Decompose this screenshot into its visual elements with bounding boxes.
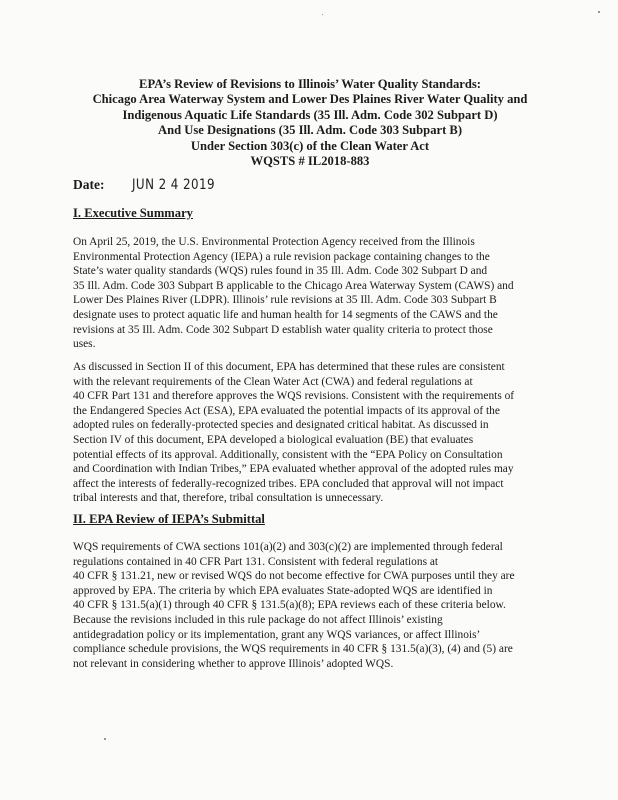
text-line: compliance schedule provisions, the WQS requirements in 40 CFR § 131.5(a)(3), (4) and (5) are xyxy=(73,643,513,656)
text-line: Environmental Protection Agency (IEPA) a rule revision package containing changes to the xyxy=(73,250,490,263)
text-line: and Coordination with Indian Tribes,” EPA evaluated whether approval of the adopted rules may xyxy=(73,463,514,476)
text-line: designate uses to protect aquatic life and human health for 14 segments of the CAWS and the xyxy=(73,308,498,321)
title-line: Chicago Area Waterway System and Lower Des Plaines River Water Quality and xyxy=(92,92,528,107)
title-line: EPA’s Review of Revisions to Illinois’ Water Quality Standards: xyxy=(139,77,481,91)
text-line: uses. xyxy=(73,338,96,351)
paragraph-executive-summary-1 xyxy=(73,235,553,352)
text-line: On April 25, 2019, the U.S. Environmental Protection Agency received from the Illinois xyxy=(73,236,475,248)
text-line: the Endangered Species Act (ESA), EPA evaluated the potential impacts of its approval of the xyxy=(73,404,500,417)
title-line: Under Section 303(c) of the Clean Water Act xyxy=(190,138,430,153)
text-line: As discussed in Section II of this document, EPA has determined that these rules are consistent xyxy=(73,361,505,373)
scan-speck xyxy=(104,738,106,740)
text-line: Because the revisions included in this rule package do not affect Illinois’ existing xyxy=(73,613,443,626)
document-title xyxy=(60,77,560,169)
title-line: And Use Designations (35 Ill. Adm. Code 303 Subpart B) xyxy=(157,123,463,138)
text-line: adopted rules on federally-protected species and designated critical habitat. As discussed in xyxy=(73,419,489,432)
text-line: 40 CFR § 131.5(a)(1) through 40 CFR § 131.5(a)(8); EPA reviews each of these criteria below. xyxy=(73,599,506,612)
section-heading-executive-summary: I. Executive Summary xyxy=(73,206,193,220)
paragraph-executive-summary-2 xyxy=(73,360,553,506)
title-line: WQSTS # IL2018-883 xyxy=(250,154,370,169)
text-line: 35 Ill. Adm. Code 303 Subpart B applicable to the Chicago Area Waterway System (CAWS) and xyxy=(73,279,514,292)
date-row xyxy=(73,176,230,194)
text-line: revisions at 35 Ill. Adm. Code 302 Subpart D establish water quality criteria to protect those xyxy=(73,323,493,336)
text-line: with the relevant requirements of the Clean Water Act (CWA) and federal regulations at xyxy=(73,375,473,388)
paragraph-epa-review-1 xyxy=(73,540,553,671)
text-line: antidegradation policy or its implementation, grant any WQS variances, or affect Illinois’ xyxy=(73,628,481,641)
title-line: Indigenous Aquatic Life Standards (35 Ill. Adm. Code 302 Subpart D) xyxy=(122,107,498,122)
text-line: affect the interests of federally-recognized tribes. EPA concluded that approval will not impact xyxy=(73,477,504,490)
date-label: Date: xyxy=(73,177,105,192)
text-line: regulations contained in 40 CFR Part 131. Consistent with federal regulations at xyxy=(73,555,439,568)
text-line: Section IV of this document, EPA developed a biological evaluation (BE) that evaluates xyxy=(73,433,474,446)
section-heading-epa-review: II. EPA Review of IEPA’s Submittal xyxy=(73,512,265,526)
text-line: WQS requirements of CWA sections 101(a)(2) and 303(c)(2) are implemented through federal xyxy=(73,541,503,553)
text-line: 40 CFR Part 131 and therefore approves the WQS revisions. Consistent with the requirements of xyxy=(73,390,515,403)
text-line: approved by EPA. The criteria by which EPA evaluates State-adopted WQS are identified in xyxy=(73,584,493,597)
text-line: 40 CFR § 131.21, new or revised WQS do not become effective for CWA purposes until they are xyxy=(73,570,515,583)
text-line: State’s water quality standards (WQS) rules found in 35 Ill. Adm. Code 302 Subpart D and xyxy=(73,265,488,278)
scan-speck xyxy=(322,14,323,15)
text-line: Lower Des Plaines River (LDPR). Illinois’ rule revisions at 35 Ill. Adm. Code 303 Subpart B xyxy=(73,294,497,307)
scan-speck xyxy=(598,11,600,13)
text-line: tribal interests and that, therefore, tribal consultation is unnecessary. xyxy=(73,492,384,505)
text-line: potential effects of its approval. Additionally, consistent with the “EPA Policy on Consultation xyxy=(73,448,503,461)
text-line: not relevant in considering whether to approve Illinois’ adopted WQS. xyxy=(73,657,394,670)
date-stamp: JUN 2 4 2019 xyxy=(132,177,216,193)
